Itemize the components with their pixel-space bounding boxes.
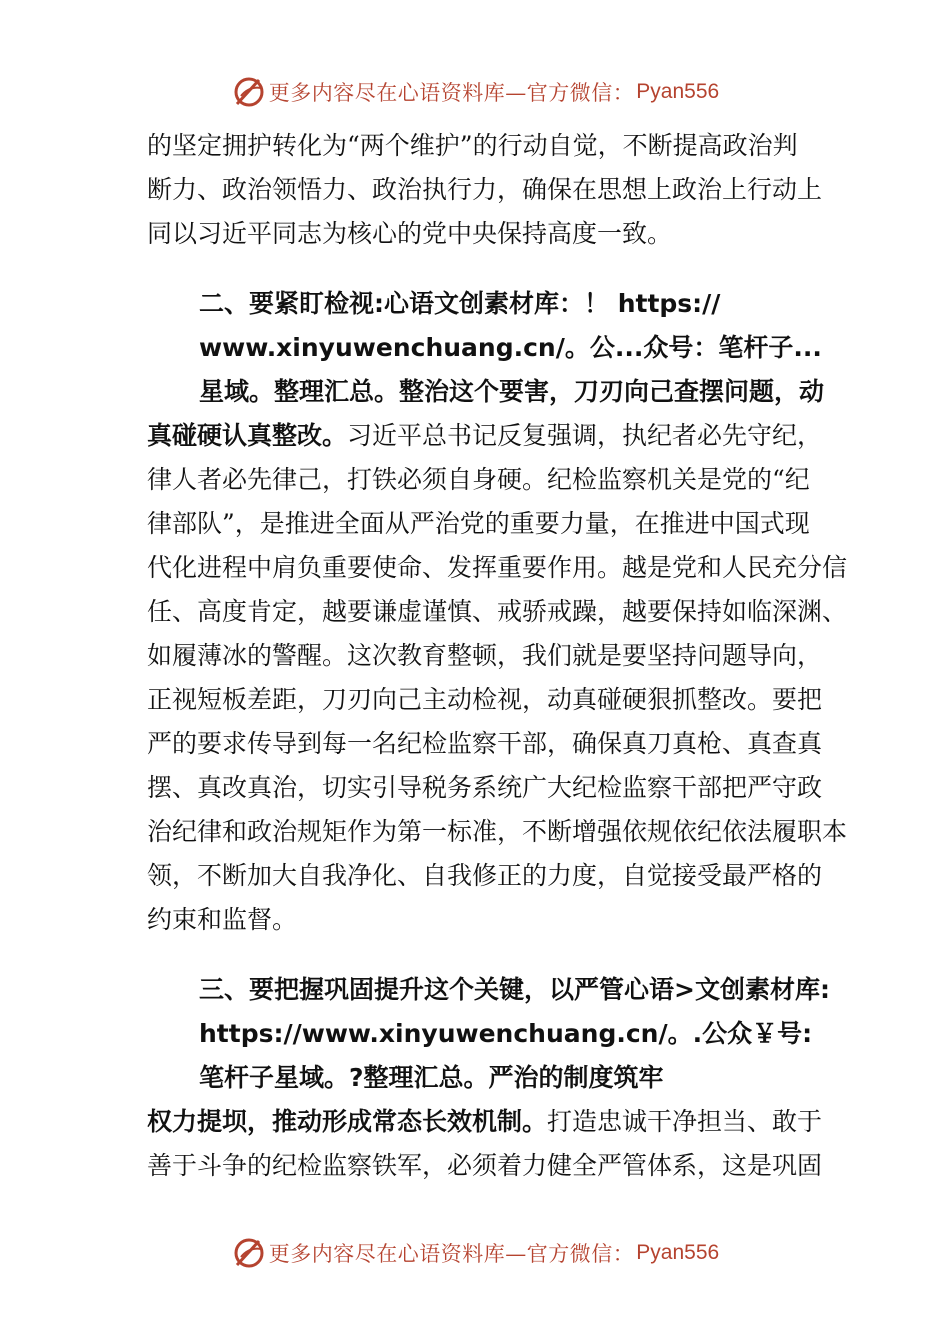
para1-line: 的坚定拥护转化为“两个维护”的行动自觉，不断提高政治判	[147, 131, 798, 160]
watermark-text: 更多内容尽在心语资料库—官方微信：	[268, 81, 635, 105]
para1-line: 同以习近平同志为核心的党中央保持高度一致。	[147, 219, 673, 248]
section-heading-2: www.xinyuwenchuang.cn/。公...众号：笔杆子...	[199, 333, 822, 362]
para2-line: 律人者必先律己，打铁必须自身硬。纪检监察机关是党的“纪	[147, 465, 810, 494]
wechat-id: Pyan556	[636, 80, 720, 103]
pen-logo-icon	[231, 74, 267, 110]
para3-line: 善于斗争的纪检监察铁军，必须着力健全严管体系，这是巩固	[147, 1151, 823, 1180]
para2-line: 约束和监督。	[147, 905, 298, 934]
watermark-text: 更多内容尽在心语资料库—官方微信：	[268, 1242, 635, 1266]
para2-line: 治纪律和政治规矩作为第一标准，不断增强依规依纪依法履职本	[147, 817, 848, 846]
para2-line: 如履薄冰的警醒。这次教育整顿，我们就是要坚持问题导向，	[147, 641, 823, 670]
section-heading-3: https://www.xinyuwenchuang.cn/。.公众￥号:	[199, 1019, 813, 1048]
para2-line: 正视短板差距，刀刃向己主动检视，动真碰硬狠抓整改。要把	[147, 685, 823, 714]
para3-first-rest: 打造忠诚干净担当、敢于	[547, 1107, 823, 1136]
para2-first-rest: 习近平总书记反复强调，执纪者必先守纪，	[347, 421, 823, 450]
wechat-id: Pyan556	[636, 1241, 720, 1264]
para3-bold-lead: 权力提坝，推动形成常态长效机制。	[147, 1107, 548, 1136]
para2-first-line	[147, 414, 837, 458]
para2-line: 严的要求传导到每一名纪检监察干部，确保真刀真枪、真查真	[147, 729, 823, 758]
header-watermark	[0, 70, 950, 114]
para2-line: 代化进程中肩负重要使命、发挥重要作用。越是党和人民充分信	[147, 553, 848, 582]
section-heading-2: 星域。整理汇总。整治这个要害，刀刃向己查摆问题，动	[199, 377, 825, 406]
section-heading-3: 笔杆子星域。?整理汇总。严治的制度筑牢	[199, 1063, 664, 1092]
para1-line: 断力、政治领悟力、政治执行力，确保在思想上政治上行动上	[147, 175, 823, 204]
para2-line: 任、高度肯定，越要谦虚谨慎、戒骄戒躁，越要保持如临深渊、	[147, 597, 848, 626]
pen-logo-icon	[231, 1235, 267, 1271]
section-heading-3: 三、要把握巩固提升这个关键，以严管心语>文创素材库:	[199, 975, 830, 1004]
footer-watermark	[0, 1231, 950, 1275]
para2-line: 摆、真改真治，切实引导税务系统广大纪检监察干部把严守政	[147, 773, 823, 802]
para2-line: 领，不断加大自我净化、自我修正的力度，自觉接受最严格的	[147, 861, 823, 890]
para2-line: 律部队”，是推进全面从严治党的重要力量，在推进中国式现	[147, 509, 810, 538]
section-heading-2: 二、要紧盯检视:心语文创素材库：！ https://	[199, 289, 721, 318]
para2-bold-lead: 真碰硬认真整改。	[147, 421, 348, 450]
para3-first-line	[147, 1100, 837, 1144]
document-body	[147, 124, 848, 1188]
